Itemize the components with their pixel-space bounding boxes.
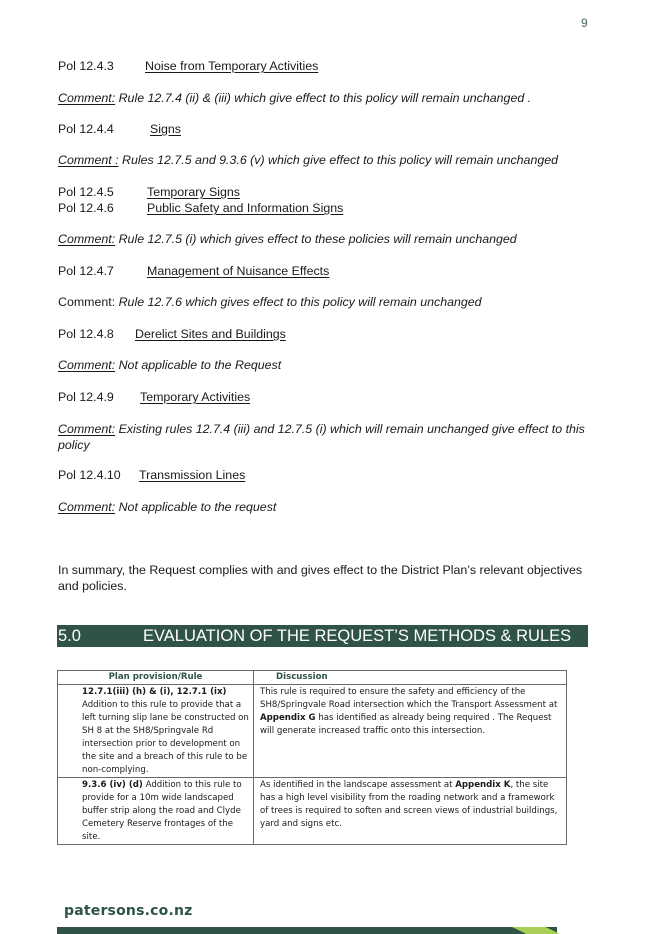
footer-bar — [57, 927, 557, 934]
policy-title: Transmission Lines — [139, 468, 246, 482]
policy-comment — [58, 232, 517, 246]
table-row — [58, 778, 567, 845]
comment-label: Comment: — [58, 295, 116, 309]
rule-text: Addition to this rule to provide that a left turning slip lane be constructed on SH 8 at the SH8/Springvale Rd intersection prior to development on the site and a breach of this rule to be non-complying. — [82, 700, 249, 775]
policy-code: Pol 12.4.3 — [58, 59, 114, 73]
policy-title: Temporary Signs — [147, 185, 240, 199]
comment-text: Not applicable to the request — [115, 500, 277, 514]
policy-comment — [58, 500, 276, 514]
policy-code: Pol 12.4.8 — [58, 327, 114, 341]
comment-label: Comment: — [58, 232, 116, 246]
policy-title: Temporary Activities — [140, 390, 251, 404]
footer-logo: patersons.co.nz — [64, 903, 193, 919]
discussion-text: This rule is required to ensure the safety and efficiency of the SH8/Springvale Road intersection which the Transport Assessment at — [260, 687, 558, 710]
policy-comment — [58, 358, 281, 372]
comment-label: Comment: — [58, 422, 116, 436]
comment-text: Not applicable to the Request — [115, 358, 282, 372]
policy-code: Pol 12.4.4 — [58, 122, 114, 136]
appendix-reference: Appendix K — [455, 780, 511, 790]
policy-comment — [58, 295, 482, 309]
rule-text: Addition to this rule to provide for a 10m wide landscaped buffer strip along the road and Clyde Cemetery Reserve frontages of the site. — [82, 780, 242, 842]
section-number: 5.0 — [58, 627, 81, 645]
rule-cell — [58, 685, 254, 778]
rule-reference: 9.3.6 (iv) (d) — [82, 780, 143, 790]
policy-code: Pol 12.4.10 — [58, 468, 121, 482]
rule-cell — [58, 778, 254, 845]
policy-comment — [58, 421, 598, 453]
comment-label: Comment: — [58, 500, 116, 514]
discussion-text: As identified in the landscape assessment at — [260, 780, 456, 790]
policy-title: Management of Nuisance Effects — [147, 264, 330, 278]
page-number: 9 — [581, 16, 588, 30]
comment-text: Rule 12.7.4 (ii) & (iii) which give effect to this policy will remain unchanged . — [115, 91, 532, 105]
policy-code: Pol 12.4.9 — [58, 390, 114, 404]
comment-text: Rules 12.7.5 and 9.3.6 (v) which give effect to this policy will remain unchanged — [118, 153, 559, 167]
policy-comment — [58, 153, 558, 167]
section-heading — [57, 625, 588, 647]
comment-label: Comment : — [58, 153, 119, 167]
comment-text: Existing rules 12.7.4 (iii) and 12.7.5 (i) which will remain unchanged give effect to this policy — [58, 422, 585, 452]
summary-paragraph: In summary, the Request complies with and gives effect to the District Plan’s relevant objectives and policies. — [58, 563, 583, 593]
section-title: EVALUATION OF THE REQUEST’S METHODS & RULES — [143, 627, 572, 645]
discussion-cell — [254, 685, 567, 778]
discussion-text: , the site has a high level visibility from the roading network and a framework of trees is required to soften and screen views of industrial buildings, yard and signs etc. — [260, 780, 558, 829]
discussion-cell — [254, 778, 567, 845]
rules-table — [57, 670, 567, 845]
policy-title: Signs — [150, 122, 181, 136]
policy-comment — [58, 91, 531, 105]
comment-label: Comment: — [58, 358, 116, 372]
policy-code: Pol 12.4.7 — [58, 264, 114, 278]
policy-code: Pol 12.4.5 — [58, 185, 114, 199]
rule-reference: 12.7.1(iii) (h) & (i), 12.7.1 (ix) — [82, 687, 227, 697]
column-header: Discussion — [254, 671, 567, 685]
column-header: Plan provision/Rule — [58, 671, 254, 685]
comment-text: Rule 12.7.6 which gives effect to this policy will remain unchanged — [115, 295, 482, 309]
policy-title: Derelict Sites and Buildings — [135, 327, 286, 341]
discussion-text: has identified as already being required . The Request will generate increased traffic onto this intersection. — [260, 713, 552, 736]
comment-text: Rule 12.7.5 (i) which gives effect to these policies will remain unchanged — [115, 232, 517, 246]
policy-title: Noise from Temporary Activities — [145, 59, 319, 73]
table-header-row — [58, 671, 567, 685]
appendix-reference: Appendix G — [260, 713, 316, 723]
policy-title: Public Safety and Information Signs — [147, 201, 344, 215]
comment-label: Comment: — [58, 91, 116, 105]
policy-code: Pol 12.4.6 — [58, 201, 114, 215]
table-row — [58, 685, 567, 778]
